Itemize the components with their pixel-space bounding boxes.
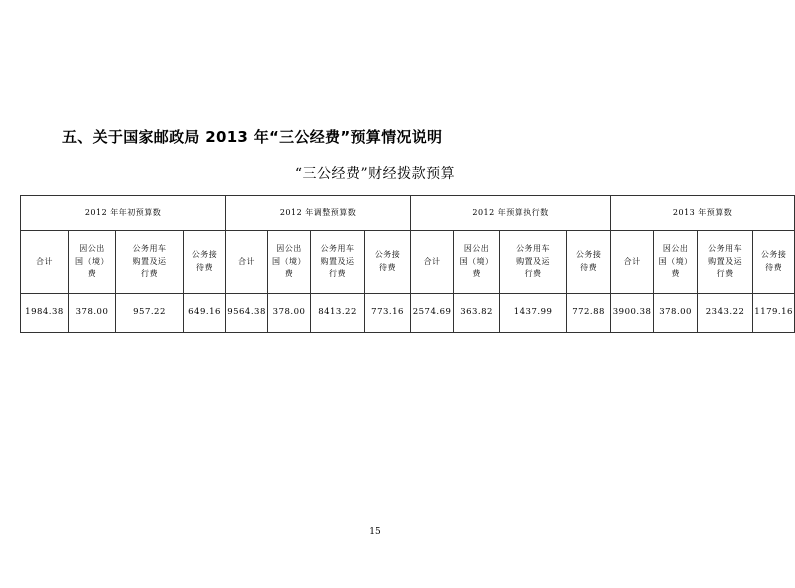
table-cell: 957.22: [116, 294, 184, 333]
table-title: “三公经费”财经拨款预算: [294, 166, 456, 182]
column-header: 合计: [21, 231, 69, 294]
column-header: 公务用车 购置及运 行费: [311, 231, 365, 294]
table-cell: 378.00: [69, 294, 116, 333]
column-header: 公务用车 购置及运 行费: [500, 231, 567, 294]
table-cell: 3900.38: [611, 294, 654, 333]
table-cell: 773.16: [365, 294, 411, 333]
column-header: 因公出 国（境） 费: [454, 231, 500, 294]
column-header: 合计: [411, 231, 454, 294]
column-header: 因公出 国（境） 费: [69, 231, 116, 294]
column-header: 公务用车 购置及运 行费: [698, 231, 753, 294]
table-cell: 2343.22: [698, 294, 753, 333]
budget-table: [20, 195, 795, 333]
column-header: 公务接 待费: [753, 231, 795, 294]
page-number: 15: [369, 527, 381, 537]
column-header: 合计: [611, 231, 654, 294]
table-row: [21, 294, 795, 333]
table-cell: 2574.69: [411, 294, 454, 333]
table-group-header-row: [21, 196, 795, 231]
column-header: 公务接 待费: [365, 231, 411, 294]
table-cell: 8413.22: [311, 294, 365, 333]
column-header: 合计: [226, 231, 268, 294]
group-header: 2012 年预算执行数: [411, 196, 611, 231]
table-cell: 1437.99: [500, 294, 567, 333]
group-header: 2013 年预算数: [611, 196, 795, 231]
column-header: 公务接 待费: [567, 231, 611, 294]
column-header: 公务接 待费: [184, 231, 226, 294]
section-heading: 五、关于国家邮政局 2013 年“三公经费”预算情况说明: [62, 128, 443, 146]
table-cell: 378.00: [654, 294, 698, 333]
table-cell: 772.88: [567, 294, 611, 333]
table-cell: 1179.16: [753, 294, 795, 333]
group-header: 2012 年调整预算数: [226, 196, 411, 231]
table-column-header-row: [21, 231, 795, 294]
column-header: 公务用车 购置及运 行费: [116, 231, 184, 294]
column-header: 因公出 国（境） 费: [268, 231, 311, 294]
table-cell: 363.82: [454, 294, 500, 333]
table-cell: 9564.38: [226, 294, 268, 333]
column-header: 因公出 国（境） 费: [654, 231, 698, 294]
table-cell: 649.16: [184, 294, 226, 333]
table-cell: 1984.38: [21, 294, 69, 333]
table-cell: 378.00: [268, 294, 311, 333]
group-header: 2012 年年初预算数: [21, 196, 226, 231]
